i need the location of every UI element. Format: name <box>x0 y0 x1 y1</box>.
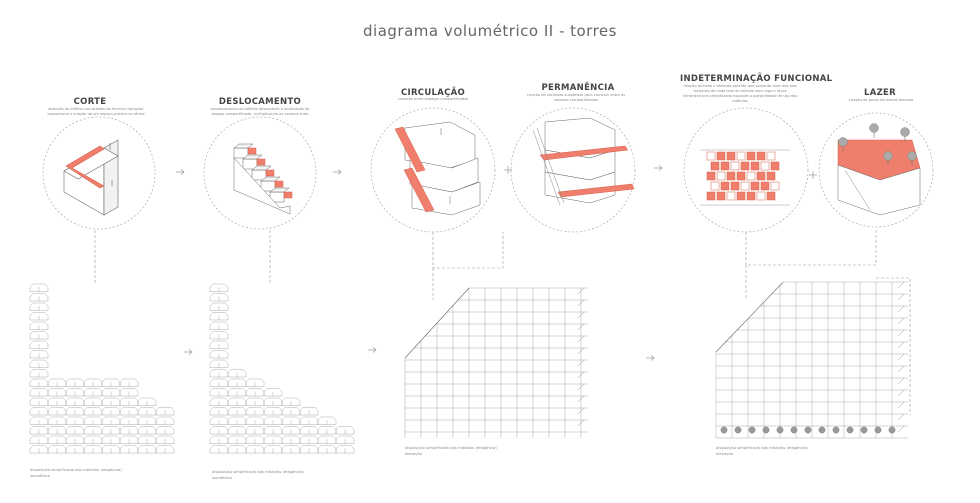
arrow-right-icon <box>654 166 662 171</box>
caption-2-line1: disposição simplificada dos módulos (elegância) <box>212 469 304 474</box>
stair-accent <box>284 192 292 198</box>
stair-diagonal <box>898 342 904 348</box>
module-cell <box>761 182 769 190</box>
stair-diagonal <box>898 426 904 432</box>
module-cell <box>717 152 725 160</box>
module-cell <box>737 152 745 160</box>
connector-5 <box>746 228 876 265</box>
stair-accent <box>257 159 265 165</box>
tree-icon <box>870 124 879 133</box>
module-cell <box>727 172 735 180</box>
module-cell <box>721 162 729 170</box>
module-cell <box>757 152 765 160</box>
tree-icon <box>721 427 727 433</box>
module-cell <box>711 162 719 170</box>
module-cell <box>771 162 779 170</box>
tree-icon <box>839 138 848 147</box>
tree-icon <box>735 427 741 433</box>
module-cell <box>767 152 775 160</box>
module-cell <box>757 192 765 200</box>
stair-diagonal <box>898 354 904 360</box>
module-cell <box>737 192 745 200</box>
arrow-right-icon <box>368 348 376 353</box>
tree-icon <box>833 427 839 433</box>
caption-1-line1: disposição simplificada dos módulos (elegância) <box>30 467 122 472</box>
arrow-right-icon <box>333 170 341 175</box>
module-cell <box>771 182 779 190</box>
module-cell <box>757 172 765 180</box>
stair-diagonal <box>898 414 904 420</box>
permanencia-volume <box>533 118 634 205</box>
module-cell <box>711 182 719 190</box>
tree-icon <box>791 427 797 433</box>
deslocamento-volume <box>234 144 292 214</box>
module-cell <box>731 182 739 190</box>
connector-3 <box>433 232 503 268</box>
stair-accent <box>275 181 283 187</box>
lazer-volume <box>838 140 920 215</box>
desc-corte: abdução do edifício nas arestas do terreno triangular proporciona a criação de um espaço público no térreo <box>47 107 145 116</box>
tree-icon <box>763 427 769 433</box>
desc-lazer: criação de praça horizontal elevada <box>848 98 914 102</box>
stair-diagonal <box>898 330 904 336</box>
stair-diagonal <box>898 402 904 408</box>
page-title: diagrama volumétrico II - torres <box>363 22 617 40</box>
module-cell <box>751 182 759 190</box>
arrow-right-icon <box>176 170 184 175</box>
stair-accent <box>248 148 256 154</box>
tree-icon <box>908 152 917 161</box>
tower-elevation-1 <box>405 288 588 438</box>
plus-icon <box>809 171 817 179</box>
module-cell <box>727 192 735 200</box>
module-cell <box>767 172 775 180</box>
tree-icon <box>875 427 881 433</box>
module-cell <box>741 162 749 170</box>
tree-icon <box>861 427 867 433</box>
module-cell <box>717 192 725 200</box>
stair-diagonal <box>898 294 904 300</box>
stair-diagonal <box>898 318 904 324</box>
caption-3-line2: elevação <box>405 451 423 456</box>
arrow-right-icon <box>184 350 192 355</box>
tree-icon <box>884 152 893 161</box>
tree-icon <box>901 128 910 137</box>
caption-3-line1: disposição simplificada dos módulos (elegância) <box>405 445 497 450</box>
arrow-right-icon <box>646 356 654 361</box>
heading-indeterminacao: INDETERMINAÇÃO FUNCIONAL <box>680 74 833 84</box>
desc-circulacao: conexão entre espaços compartilhados <box>397 97 469 101</box>
heading-circulacao: CIRCULAÇÃO <box>400 88 466 98</box>
heading-permanencia: PERMANÊNCIA <box>541 83 615 93</box>
circulacao-volume <box>395 122 480 215</box>
stair-diagonal <box>898 282 904 288</box>
heading-lazer: LAZER <box>863 88 896 98</box>
module-cell <box>707 192 715 200</box>
desc-permanencia: criação de varandas suspensas para conviver entre os espaços compartilhados <box>526 93 626 102</box>
tower-elevation-2 <box>716 282 908 438</box>
desc-indeterminacao: relação fachada x varanda garante que somente duas das seis fachadas de cada lado do módulo seja cega e favos infraestrutural centralizado expande a possibilidade de uso dos módulos <box>682 84 798 103</box>
module-cell <box>767 192 775 200</box>
caption-2-line2: isométrica <box>212 475 232 480</box>
stair-diagonal <box>898 366 904 372</box>
tree-icon <box>749 427 755 433</box>
module-cell <box>707 152 715 160</box>
indeterminacao-volume <box>700 150 790 205</box>
tree-icon <box>805 427 811 433</box>
module-cell <box>731 162 739 170</box>
tree-icon <box>819 427 825 433</box>
corte-volume <box>64 140 118 215</box>
desc-deslocamento: escalonamento do edifício desconstrói a localização do espaço compartilhado, multiplicando os acessos a ele <box>210 107 310 116</box>
tree-icon <box>847 427 853 433</box>
module-cell <box>717 172 725 180</box>
module-cell <box>747 172 755 180</box>
heading-deslocamento: DESLOCAMENTO <box>218 97 302 107</box>
heading-corte: CORTE <box>73 97 107 107</box>
caption-1-line2: isométrica <box>30 473 50 478</box>
module-cell <box>707 172 715 180</box>
module-cell <box>751 162 759 170</box>
tower-isometric-2 <box>210 284 354 453</box>
module-cell <box>737 172 745 180</box>
stair-top <box>234 144 253 148</box>
caption-4-line2: elevação <box>716 451 734 456</box>
caption-4-line1: disposição simplificada dos módulos (elegância) <box>716 445 808 450</box>
stair-accent <box>266 170 274 176</box>
tree-icon <box>777 427 783 433</box>
stair-diagonal <box>898 378 904 384</box>
stair-diagonal <box>898 306 904 312</box>
module-cell <box>747 152 755 160</box>
module-cell <box>741 182 749 190</box>
tree-icon <box>889 427 895 433</box>
stair-diagonal <box>898 390 904 396</box>
cut-edge <box>716 282 783 352</box>
module-cell <box>721 182 729 190</box>
module-cell <box>727 152 735 160</box>
connector-7 <box>876 278 910 415</box>
module-cell <box>761 162 769 170</box>
tower-isometric-1 <box>30 284 174 453</box>
module-cell <box>747 192 755 200</box>
